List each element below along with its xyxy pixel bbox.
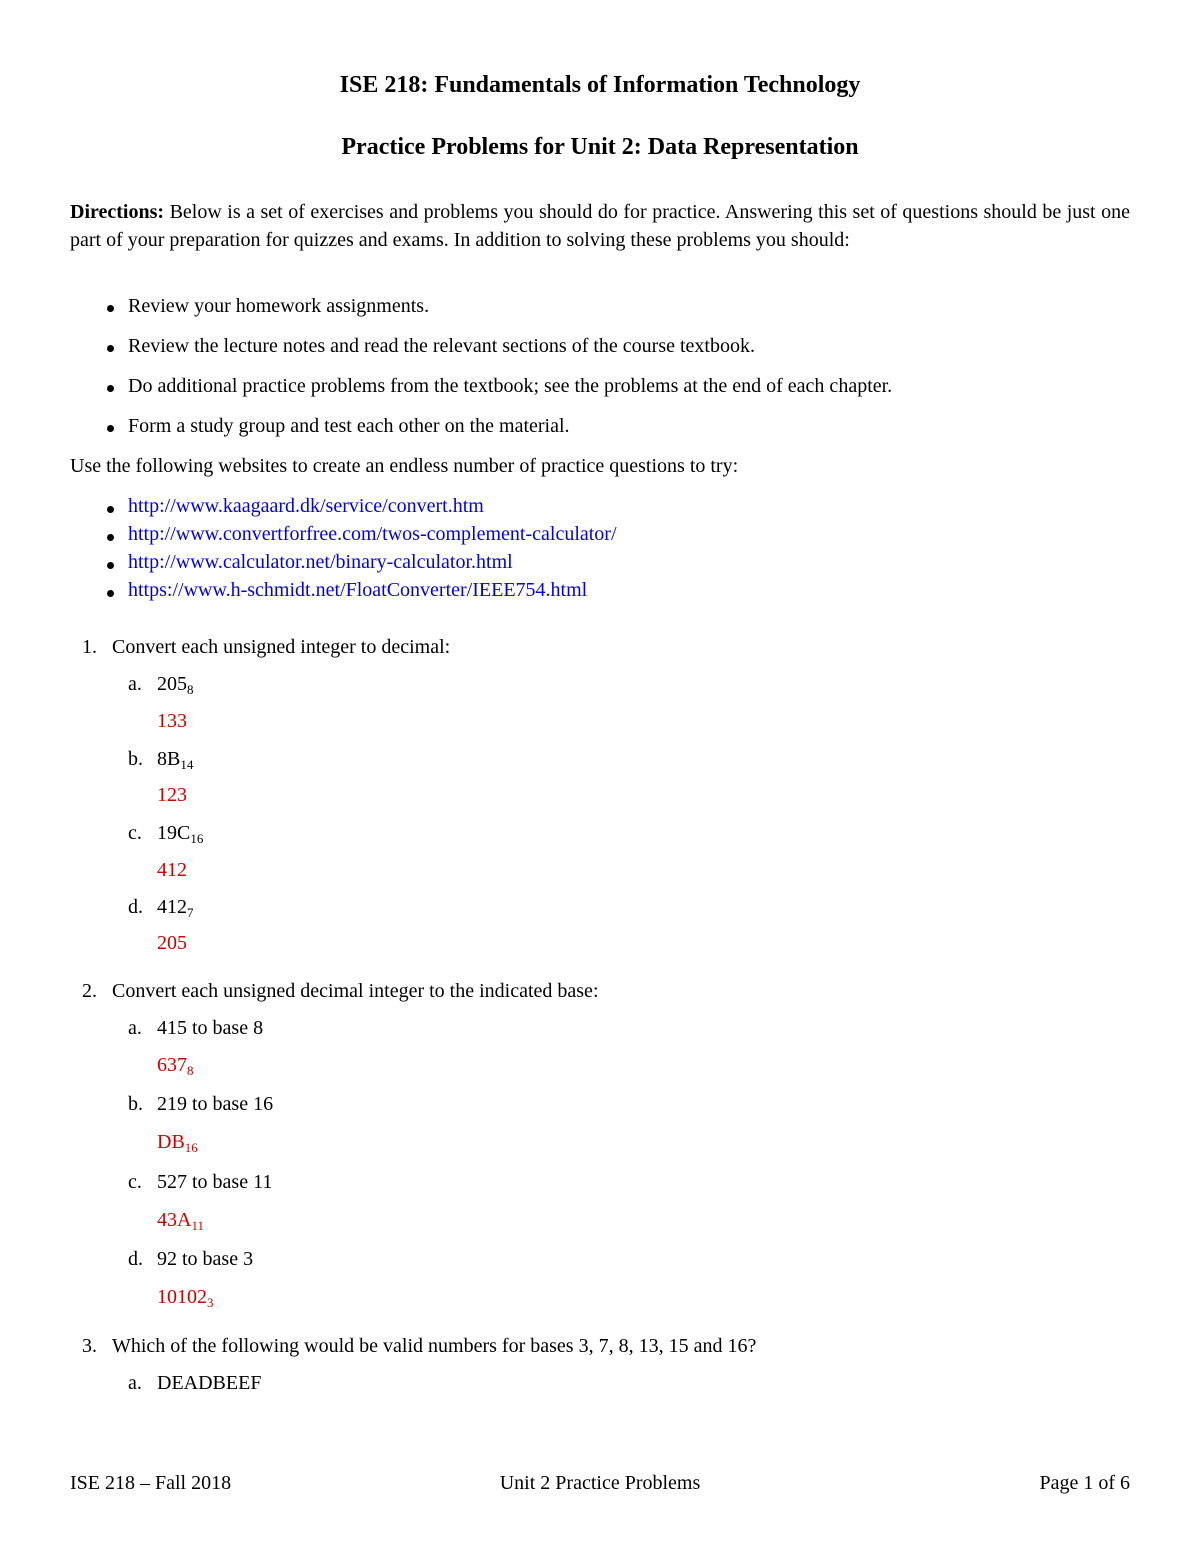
directions-paragraph	[70, 198, 1130, 254]
link-convertforfree[interactable]: http://www.convertforfree.com/twos-complement-calculator/	[128, 523, 617, 545]
page-title: ISE 218: Fundamentals of Information Technology	[339, 72, 861, 98]
page-subtitle: Practice Problems for Unit 2: Data Representation	[341, 134, 859, 160]
bullet-icon	[107, 534, 114, 541]
answer: 205	[157, 932, 187, 954]
bullet-icon	[107, 506, 114, 513]
part-label: a.	[128, 1017, 142, 1039]
answer: 123	[157, 784, 187, 806]
part-label: b.	[128, 748, 143, 770]
part-value: 219 to base 16	[157, 1093, 274, 1115]
answer: $10102_3$	[157, 1286, 214, 1310]
link-calculator[interactable]: http://www.calculator.net/binary-calculator.html	[128, 551, 513, 573]
directions-text: Below is a set of exercises and problems you should do for practice. Answering this set of questions should be just one part of your preparation for quizzes and exams. In addition to solving these problems you should:	[70, 201, 1130, 251]
bullet-icon	[107, 425, 114, 432]
websites-intro: Use the following websites to create an endless number of practice questions to try:	[70, 455, 739, 477]
answer: $637_8$	[157, 1054, 194, 1078]
part-label: d.	[128, 896, 143, 918]
part-value: $8B_{14}$	[157, 748, 194, 772]
part-label: a.	[128, 1372, 142, 1394]
part-value: $412_7$	[157, 896, 194, 920]
part-label: a.	[128, 673, 142, 695]
answer: 133	[157, 710, 187, 732]
problem-text: Convert each unsigned decimal integer to the indicated base:	[112, 980, 599, 1002]
part-value: 92 to base 3	[157, 1248, 254, 1270]
part-label: d.	[128, 1248, 143, 1270]
part-value: 415 to base 8	[157, 1017, 264, 1039]
footer-course: ISE 218 – Fall 2018	[70, 1472, 232, 1494]
bullet-item: Do additional practice problems from the textbook; see the problems at the end of each chapter.	[128, 375, 893, 397]
problem-number: 1.	[82, 636, 97, 658]
part-value: $205_8$	[157, 673, 194, 697]
directions-label: Directions:	[70, 201, 165, 223]
problem-number: 2.	[82, 980, 97, 1002]
bullet-item: Form a study group and test each other on the material.	[128, 415, 570, 437]
link-kaagaard[interactable]: http://www.kaagaard.dk/service/convert.htm	[128, 495, 484, 517]
part-value: DEADBEEF	[157, 1372, 262, 1394]
footer-title: Unit 2 Practice Problems	[499, 1472, 701, 1494]
bullet-icon	[107, 305, 114, 312]
part-label: c.	[128, 1171, 142, 1193]
problem-number: 3.	[82, 1335, 97, 1357]
part-value: $19C_{16}$	[157, 822, 204, 846]
answer: $43A_{11}$	[157, 1209, 204, 1233]
bullet-icon	[107, 590, 114, 597]
bullet-item: Review the lecture notes and read the relevant sections of the course textbook.	[128, 335, 755, 357]
part-label: b.	[128, 1093, 143, 1115]
answer: 412	[157, 859, 187, 881]
part-value: 527 to base 11	[157, 1171, 273, 1193]
bullet-icon	[107, 345, 114, 352]
answer: $DB_{16}$	[157, 1131, 198, 1155]
bullet-item: Review your homework assignments.	[128, 295, 430, 317]
problem-text: Convert each unsigned integer to decimal:	[112, 636, 451, 658]
problem-text: Which of the following would be valid numbers for bases 3, 7, 8, 13, 15 and 16?	[112, 1335, 757, 1357]
footer-page-number: Page 1 of 6	[1039, 1472, 1130, 1494]
bullet-icon	[107, 385, 114, 392]
part-label: c.	[128, 822, 142, 844]
bullet-icon	[107, 562, 114, 569]
link-h-schmidt[interactable]: https://www.h-schmidt.net/FloatConverter/IEEE754.html	[128, 579, 588, 601]
